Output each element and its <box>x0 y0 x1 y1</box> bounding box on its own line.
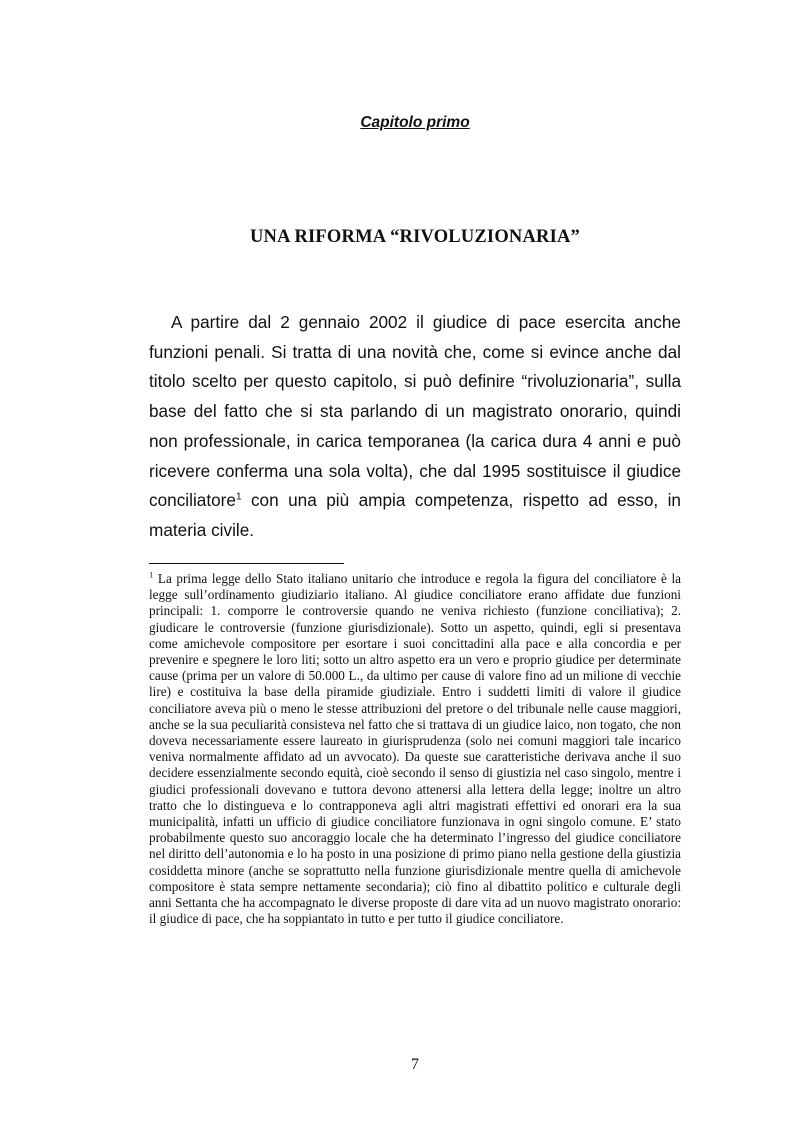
footnote-text: La prima legge dello Stato italiano unitario che introduce e regola la figura del conciliatore è la legge sull’ordinamento giudiziario italiano. Al giudice conciliatore erano affidate due funzioni principali: 1. comporre le controversie quando ne veniva richiesto (funzione conciliativa); 2. giudicare le controversie (funzione giurisdizionale). Sotto un aspetto, quindi, egli si presentava come amichevole compositore per esortare i suoi concittadini alla pace e alla concordia e per prevenire e spegnere le loro liti; sotto un altro aspetto era un vero e proprio giudice per determinate cause (prima per un valore di 50.000 L., da ultimo per cause di valore fino ad un milione di vecchie lire) e costituiva la base della piramide giudiziale. Entro i suddetti limiti di valore il giudice conciliatore aveva più o meno le stesse attribuzioni del pretore o del tribunale nelle cause maggiori, anche se la sua peculiarità consisteva nel fatto che si trattava di un giudice laico, non togato, che non doveva necessariamente essere laureato in giurisprudenza (solo nei comuni maggiori tale incarico veniva normalmente affidato ad un avvocato). Da queste sue caratteristiche derivava anche il suo decidere essenzialmente secondo equità, cioè secondo il senso di giustizia nel caso singolo, mentre i giudici professionali dovevano e tuttora devono attenersi alla lettera della legge; inoltre un altro tratto che lo distingueva e lo contrapponeva agli altri magistrati effettivi ed onorari era la sua municipalità, infatti un ufficio di giudice conciliatore funzionava in ogni singolo comune. E’ stato probabilmente questo suo ancoraggio locale che ha determinato l’ingresso del giudice conciliatore nel diritto dell’autonomia e lo ha posto in una posizione di primo piano nella gestione della giustizia cosiddetta minore (anche se soprattutto nella funzione giurisdizionale mentre quella di amichevole compositore è stata sempre nettamente secondaria); ciò fino al dibattito politico e culturale degli anni Settanta che ha accompagnato le diverse proposte di dare vita ad un nuovo magistrato onorario: il giudice di pace, che ha soppiantato in tutto e per tutto il giudice conciliatore. <box>149 571 681 927</box>
body-paragraph <box>149 308 681 546</box>
footnote-separator <box>149 563 344 564</box>
footnote <box>149 571 681 927</box>
footnote-marker: 1 <box>149 569 154 580</box>
page-number: 7 <box>411 1056 419 1073</box>
footnote-reference[interactable]: 1 <box>235 491 242 503</box>
paragraph-text-before-ref: A partire dal 2 gennaio 2002 il giudice di pace esercita anche funzioni penali. Si tratta di una novità che, come si evince anche dal titolo scelto per questo capitolo, si può definire “rivoluzionaria”, sulla base del fatto che si sta parlando di un magistrato onorario, quindi non professionale, in carica temporanea (la carica dura 4 anni e può ricevere conferma una sola volta), che dal 1995 sostituisce il giudice conciliatore <box>149 312 681 511</box>
paragraph-text-after-ref: con una più ampia competenza, rispetto ad esso, in materia civile. <box>149 490 681 540</box>
chapter-label: Capitolo primo <box>360 114 470 131</box>
chapter-title: UNA RIFORMA “RIVOLUZIONARIA” <box>249 227 581 247</box>
